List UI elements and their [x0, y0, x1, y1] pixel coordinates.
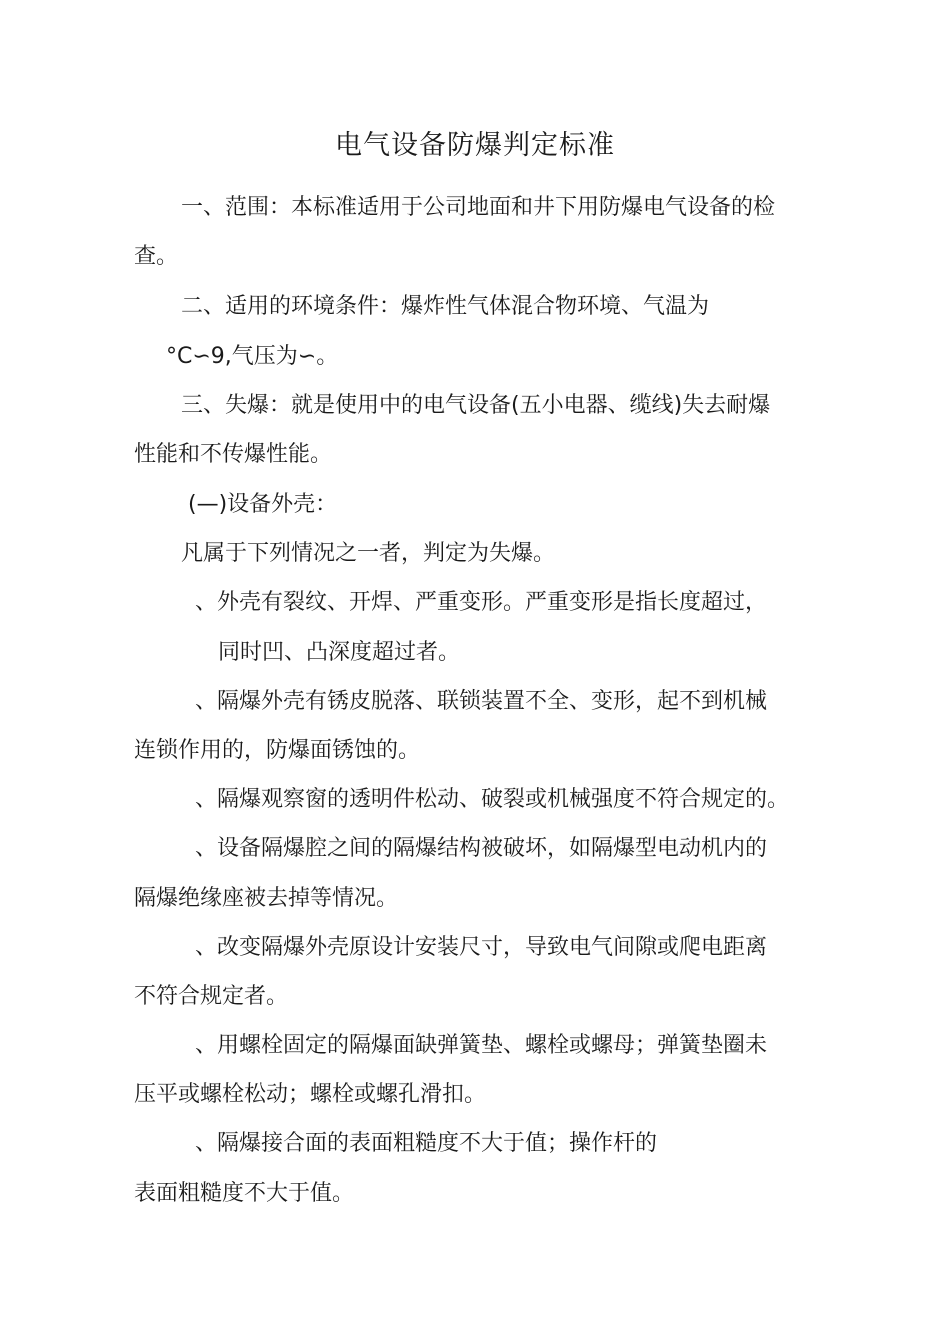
text-line: 连锁作用的，防爆面锈蚀的。 — [134, 738, 421, 763]
text-line: 、隔爆外壳有锈皮脱落、联锁装置不全、变形，起不到机械 — [195, 689, 768, 714]
text-line: 三、失爆：就是使用中的电气设备(五小电器、缆线)失去耐爆 — [181, 393, 771, 418]
text-line: 查。 — [134, 244, 179, 269]
text-line: 隔爆绝缘座被去掉等情况。 — [134, 886, 399, 911]
document-title: 电气设备防爆判定标准 — [335, 130, 615, 161]
text-line: 压平或螺栓松动；螺栓或螺孔滑扣。 — [134, 1082, 487, 1107]
text-line: °C∽9,气压为∽。 — [166, 344, 339, 369]
text-line: 不符合规定者。 — [134, 984, 289, 1009]
text-line: 、改变隔爆外壳原设计安装尺寸，导致电气间隙或爬电距离 — [195, 935, 768, 960]
text-line: 同时凹、凸深度超过者。 — [218, 640, 461, 665]
text-line: 表面粗糙度不大于值。 — [134, 1181, 355, 1206]
text-line: 、隔爆观察窗的透明件松动、破裂或机械强度不符合规定的。 — [195, 787, 790, 812]
text-line: 、外壳有裂纹、开焊、严重变形。严重变形是指长度超过， — [195, 590, 768, 615]
text-line: 、用螺栓固定的隔爆面缺弹簧垫、螺栓或螺母；弹簧垫圈未 — [195, 1033, 768, 1058]
section-heading: (—)设备外壳： — [188, 492, 338, 517]
text-line: 二、适用的环境条件：爆炸性气体混合物环境、气温为 — [181, 294, 710, 319]
text-line: 一、范围：本标准适用于公司地面和井下用防爆电气设备的检 — [181, 195, 776, 220]
text-line: 性能和不传爆性能。 — [134, 442, 333, 467]
text-line: 、设备隔爆腔之间的隔爆结构被破坏，如隔爆型电动机内的 — [195, 836, 768, 861]
text-line: 、隔爆接合面的表面粗糙度不大于值；操作杆的 — [195, 1131, 658, 1156]
text-line: 凡属于下列情况之一者，判定为失爆。 — [181, 541, 556, 566]
